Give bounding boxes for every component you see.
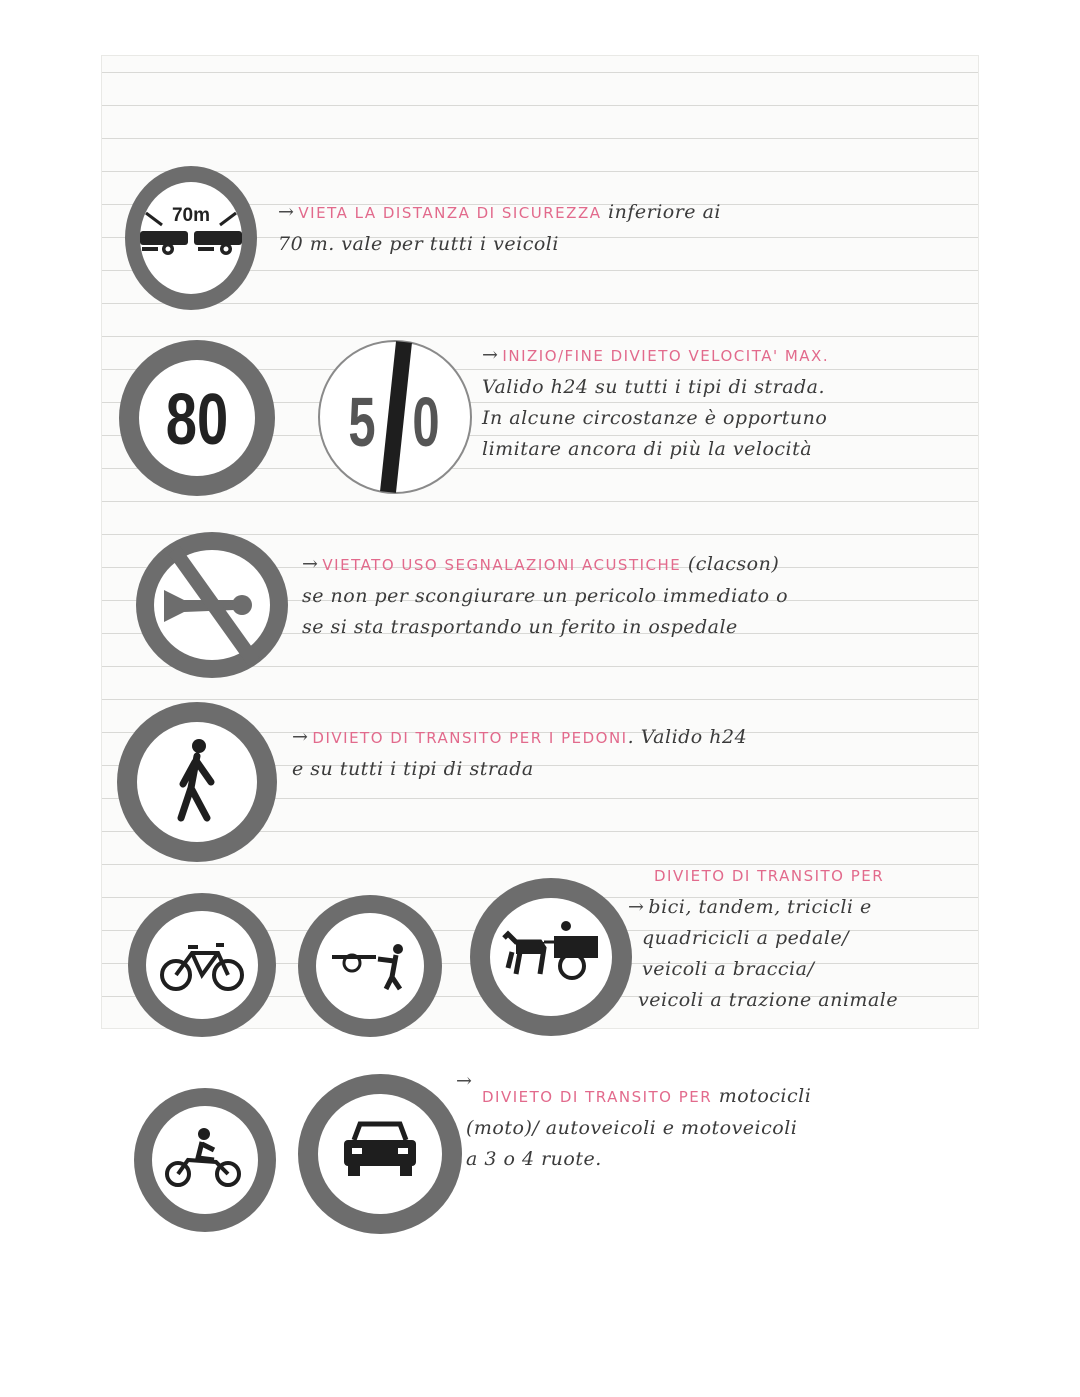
note-title: VIETA LA DISTANZA DI SICUREZZA <box>298 204 602 222</box>
note-line: veicoli a braccia/ <box>642 958 815 980</box>
ruled-line <box>102 138 978 139</box>
no-animal-drawn-vehicles-sign-icon <box>468 876 634 1038</box>
no-handcarts-sign-icon <box>296 893 444 1039</box>
note-line: In alcune circostanze è opportuno <box>482 407 828 429</box>
no-horn-sign-icon <box>134 530 290 680</box>
end-limit-left-digit: 5 <box>348 382 376 462</box>
note-line: a 3 o 4 ruote. <box>466 1148 602 1170</box>
note-title: VIETATO USO SEGNALAZIONI ACUSTICHE <box>322 556 682 574</box>
note-line: inferiore ai <box>608 201 721 223</box>
arrow-icon: → <box>456 1070 473 1092</box>
speed-limit-sign-icon <box>117 338 277 498</box>
ruled-line <box>102 105 978 106</box>
note-safety-distance <box>278 197 721 260</box>
note-line: Valido h24 su tutti i tipi di strada. <box>482 376 826 398</box>
note-line: (clacson) <box>687 553 780 575</box>
arrow-icon: → <box>302 553 319 575</box>
arrow-icon: → <box>292 726 309 748</box>
distance-label: 70m <box>171 205 211 226</box>
end-limit-right-digit: 0 <box>412 382 440 462</box>
note-line: se non per scongiurare un pericolo immediato o <box>302 585 789 607</box>
note-title: DIVIETO DI TRANSITO PER <box>654 867 885 885</box>
note-line: . Valido h24 <box>627 726 748 748</box>
arrow-icon: → <box>482 344 499 366</box>
note-line: bici, tandem, tricicli e <box>648 896 872 918</box>
speed-limit-value: 80 <box>165 379 229 460</box>
no-motorcycles-sign-icon <box>132 1086 278 1234</box>
note-line: e su tutti i tipi di strada <box>292 758 534 780</box>
ruled-line <box>102 72 978 73</box>
note-no-motor-vehicles <box>456 1066 811 1175</box>
note-line: se si sta trasportando un ferito in ospedale <box>302 616 738 638</box>
note-title: DIVIETO DI TRANSITO PER I PEDONI <box>312 729 628 747</box>
no-cars-sign-icon <box>296 1072 464 1236</box>
no-pedestrians-sign-icon <box>113 700 281 864</box>
note-no-bikes-carts <box>628 860 898 1016</box>
note-line: quadricicli a pedale/ <box>642 927 850 949</box>
note-line: 70 m. vale per tutti i veicoli <box>278 233 559 255</box>
note-no-horn <box>302 549 788 643</box>
distance-sign-icon <box>122 163 260 313</box>
note-title: DIVIETO DI TRANSITO PER <box>482 1088 713 1106</box>
note-speed-limit <box>482 340 829 465</box>
arrow-icon: → <box>278 201 295 223</box>
no-bicycles-sign-icon <box>126 891 278 1039</box>
note-line: veicoli a trazione animale <box>638 989 899 1011</box>
end-speed-limit-sign-icon <box>316 338 474 496</box>
note-line: motocicli <box>718 1085 812 1107</box>
arrow-icon: → <box>628 896 645 918</box>
ruled-line <box>102 336 978 337</box>
ruled-line <box>102 501 978 502</box>
note-title: INIZIO/FINE DIVIETO VELOCITA' MAX. <box>502 347 830 365</box>
note-line: limitare ancora di più la velocità <box>482 438 813 460</box>
note-line: (moto)/ autoveicoli e motoveicoli <box>466 1117 798 1139</box>
note-no-pedestrians <box>292 722 747 785</box>
